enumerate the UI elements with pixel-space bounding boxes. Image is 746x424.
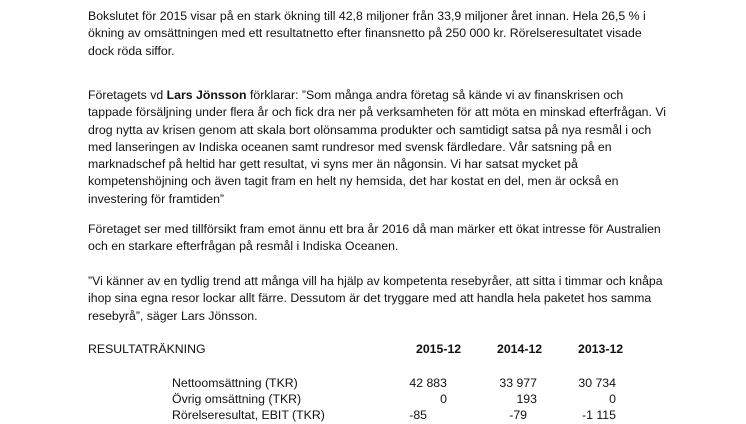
cell-value: 193	[516, 392, 537, 406]
paragraph-ceo-quote	[88, 87, 668, 208]
paragraph-financial-summary: Bokslutet för 2015 visar på en stark ökning till 42,8 miljoner från 33,9 miljoner året innan. Hela 26,5 % i ökning av omsättningen med ett resultatnetto efter finansnetto på 250 000 kr. Rörelseresultatet visade dock röda siffor.	[88, 9, 646, 58]
year-header: 2013-12	[578, 342, 624, 356]
row-label: Övrig omsättning (TKR)	[172, 392, 302, 406]
cell-value: -79	[509, 408, 527, 422]
cell-value: 33 977	[499, 376, 537, 390]
paragraph-trend-quote: ”Vi känner av en tydlig trend att många vill ha hjälp av kompetenta resebyråer, att sitta i timmar och knåpa ihop sina egna resor lockar allt färre. Dessutom är det tryggare med att handla hela paketet hos samma resebyrå”, säger Lars Jönsson.	[88, 274, 663, 323]
ceo-quote-prefix: Företagets vd	[88, 88, 167, 102]
year-header: 2014-12	[497, 342, 543, 356]
paragraph-outlook: Företaget ser med tillförsikt fram emot ännu ett bra år 2016 då man märker ett ökat intresse för Australien och en starkare efterfrågan på resmål i Indiska Oceanen.	[88, 222, 661, 254]
cell-value: 0	[440, 392, 447, 406]
row-label: Nettoomsättning (TKR)	[172, 376, 298, 390]
cell-value: 0	[609, 392, 616, 406]
cell-value: 30 734	[578, 376, 616, 390]
table-title: RESULTATRÄKNING	[88, 342, 206, 356]
cell-value: -1 115	[582, 408, 616, 422]
row-label: Rörelseresultat, EBIT (TKR)	[172, 408, 325, 422]
ceo-name: Lars Jönsson	[166, 88, 247, 102]
cell-value: -85	[409, 408, 427, 422]
ceo-quote-text: förklarar: ”Som många andra företag så kände vi av finanskrisen och tappade försäljning under flera år och fick dra ner på verksamheten för att möta en minskad efterfrågan. Vi drog nytta av krisen genom att skala bort olönsamma produkter och samtidigt satsa på nya resmål i och med lanseringen av Indiska oceanen samt rundresor med svensk färdledare. Vår satsning på en marknadschef på heltid har gett resultat, vi syns mer än någonsin. Vi har satsat mycket på kompetenshöjning och även tagit fram en helt ny hemsida, det har kostat en del, men är också en investering för framtiden”	[88, 88, 667, 206]
cell-value: 42 883	[409, 376, 447, 390]
year-header: 2015-12	[416, 342, 462, 356]
